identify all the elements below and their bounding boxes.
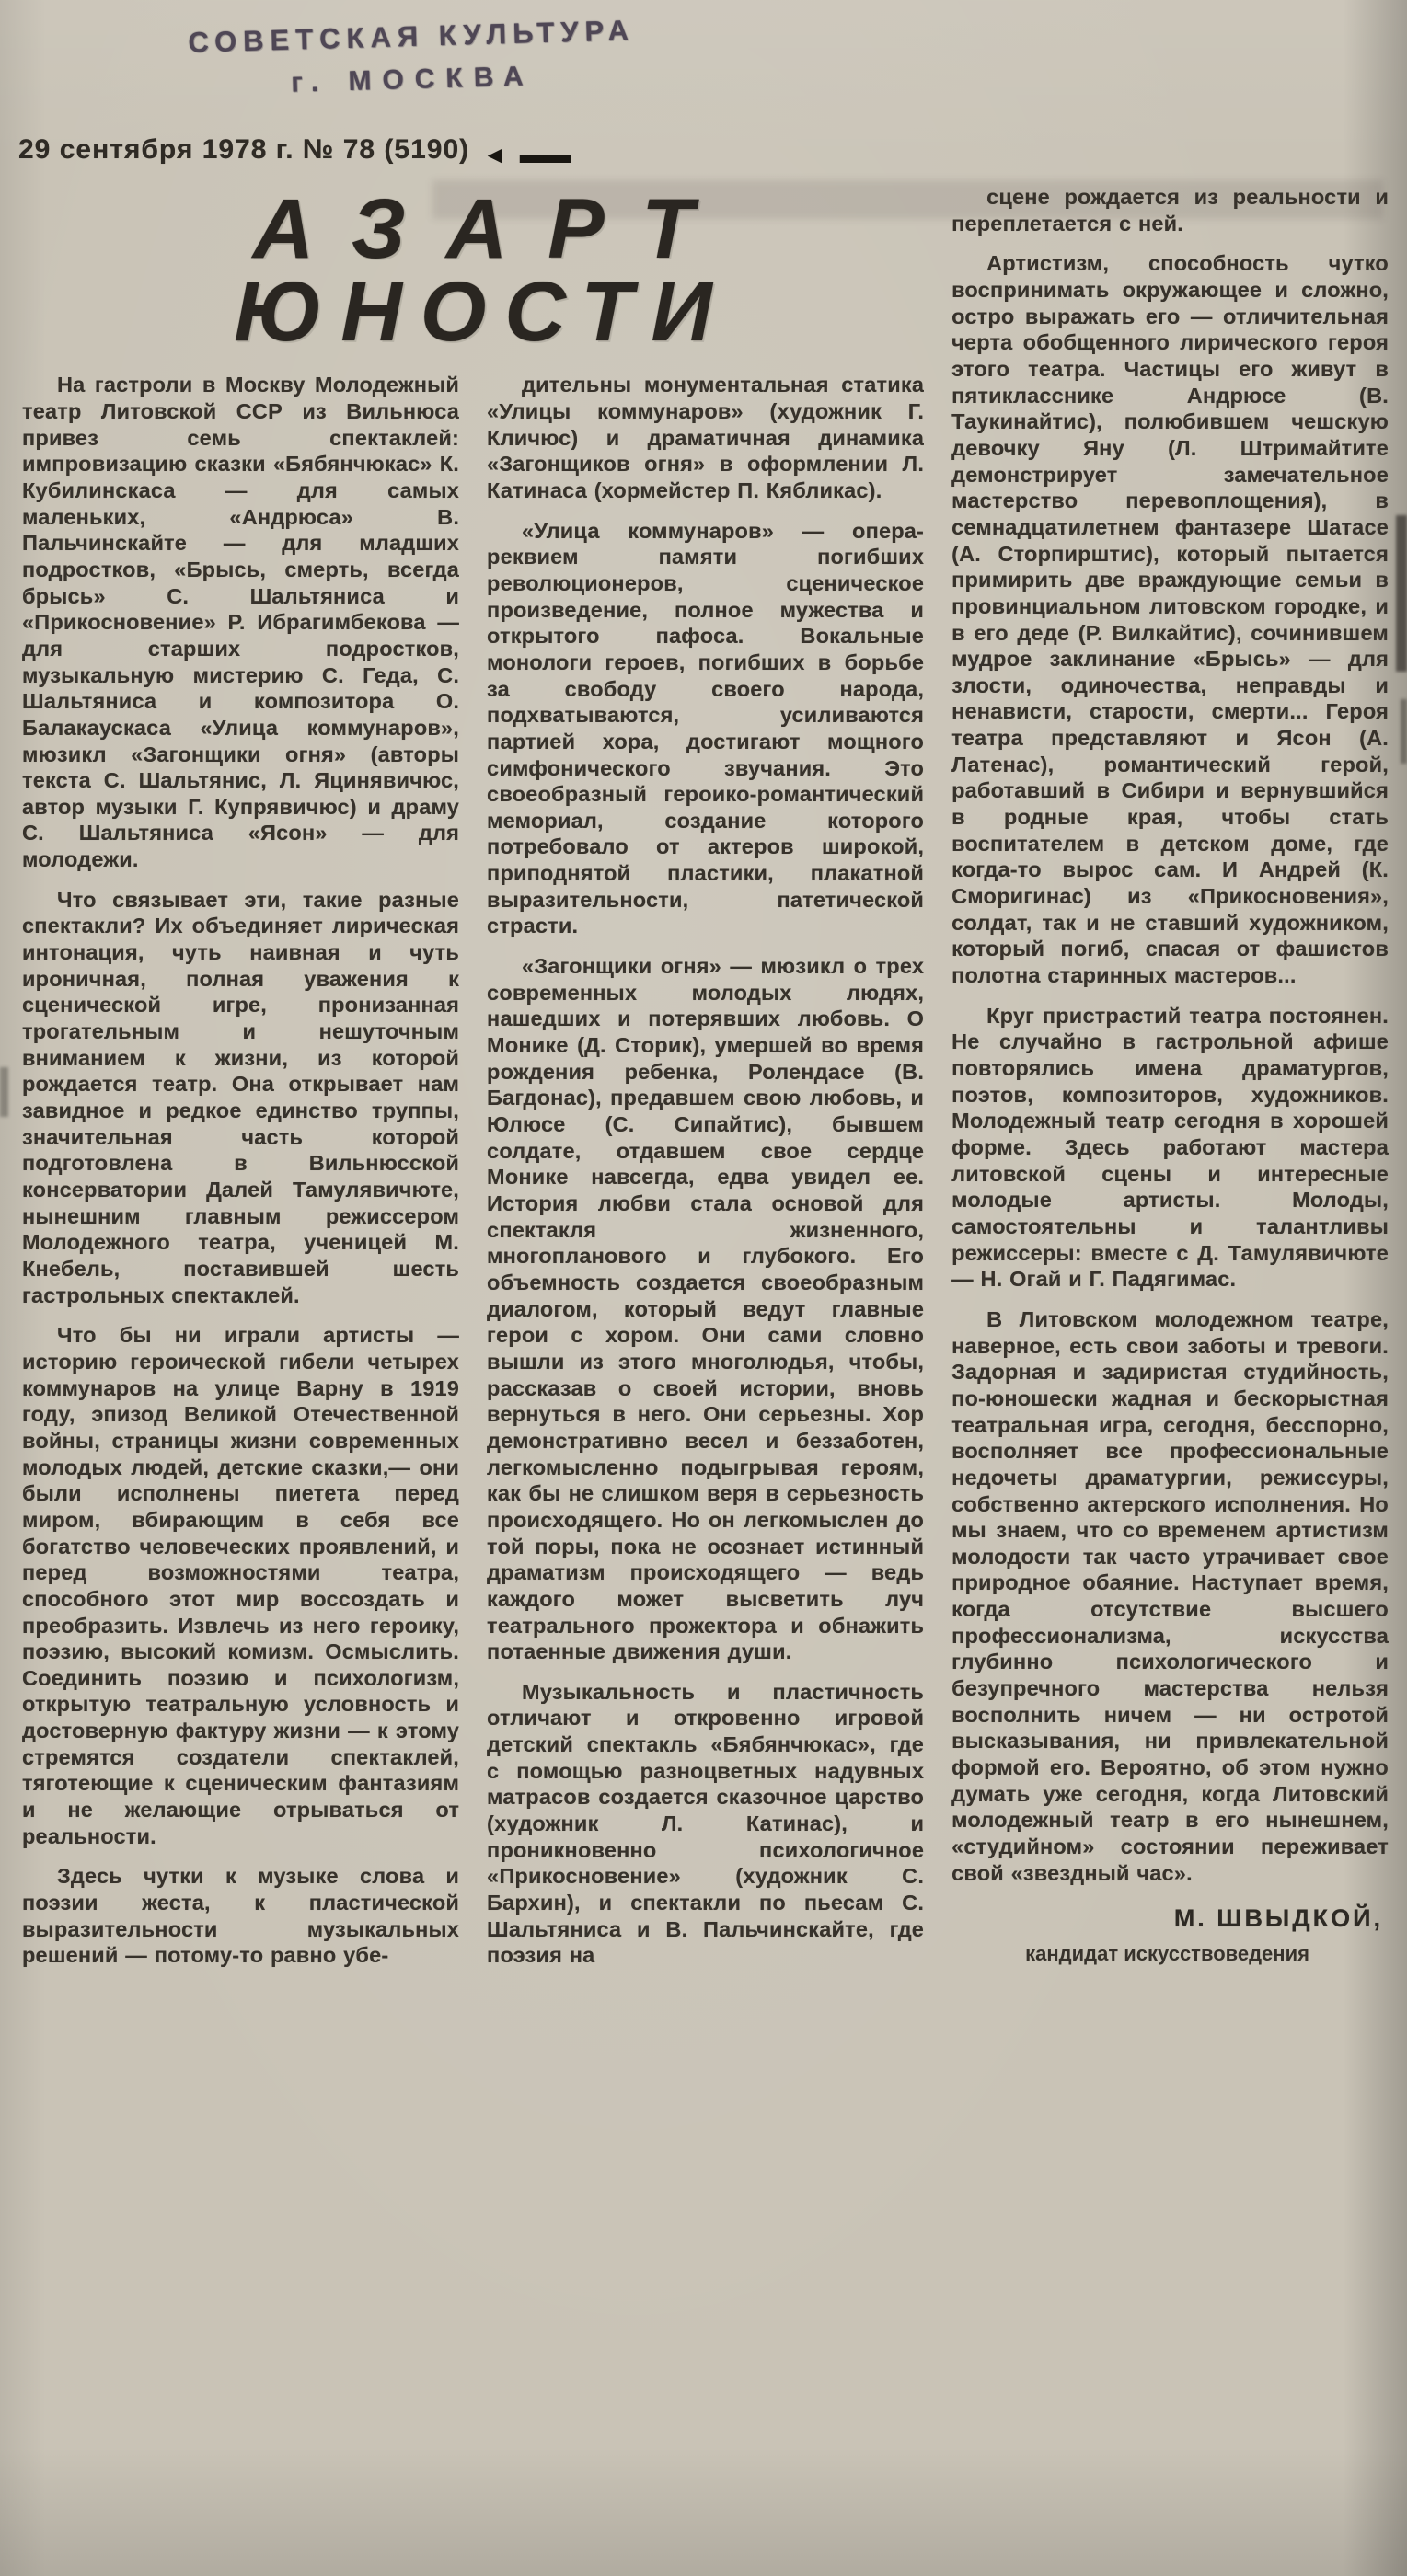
article-headline [22, 182, 924, 360]
article-column-3 [951, 182, 1389, 2572]
arrow-left-icon: ◄ [482, 140, 507, 168]
left-edge-ink-mark [0, 1067, 8, 1117]
article-left-section [22, 182, 924, 2572]
stamp-title: СОВЕТСКАЯ КУЛЬТУРА [187, 14, 636, 59]
author-title: кандидат искусствоведения [1025, 1942, 1309, 1966]
headline-line-1: АЗАРТ [252, 182, 734, 276]
dateline-row [18, 134, 568, 168]
paragraph: Что связывает эти, такие разные спектакли? Их объединяет лирическая интонация, чуть наивная и чуть ироничная, полная уважения к сценической игре, пронизанная трогательным и нешуточным вниманием к жизни, из которой рождается театр. Она открывает нам завидное и редкое единство труппы, значительная часть которой подготовлена в Вильнюсской консерватории Далей Тамулявичюте, нынешним главным режиссером Молодежного театра, ученицей М. Кнебель, поставившей шесть гастрольных спектаклей. [22, 887, 460, 1307]
article-signature [951, 1904, 1389, 1966]
columns-1-2 [22, 372, 924, 2572]
paragraph: На гастроли в Москву Молодежный театр Литовской ССР из Вильнюса привез семь спектаклей: импровизацию сказки «Бябянчюкас» К. Кубилинскаса — для самых маленьких, «Андрюса» В. Пальчинскайте — для младших подростков, «Брысь, смерть, всегда брысь» С. Шальтяниса и «Прикосновение» Р. Ибрагимбекова — для старших подростков, музыкальную мистерию С. Геда, С. Шальтяниса и композитора О. Балакаускаса «Улица коммунаров», мюзикл «Загонщики огня» (авторы текста С. Шальтянис, Л. Яцинявичюс, автор музыки Г. Купрявичюс) и драму С. Шальтяниса «Ясон» — для молодежи. [22, 373, 460, 872]
article-column-1 [22, 372, 459, 2572]
article-body [22, 182, 1389, 2572]
ink-bar-icon: ▬▬ [519, 138, 568, 169]
dateline: 29 сентября 1978 г. № 78 (5190) [18, 134, 470, 165]
author-name: М. ШВЫДКОЙ, [1173, 1904, 1383, 1933]
headline-line-2: ЮНОСТИ [234, 265, 731, 360]
paragraph: Артистизм, способность чутко воспринимать окружающее и сложно, остро выражать его — отличительная черта обобщенного лирического героя этого театра. Частицы его живут в пятикласснике Андрюсе (В. Таукинайтис), полюбившем чешскую девочку Яну (Л. Штримайтите демонстрирует замечательное мастерство перевоплощения), в семнадцатилетнем фантазере Шатасе (А. Сторпирштис), который пытается примирить две враждующие семьи в провинциальном литовском городке, и в его деде (Р. Вилкайтис), сочинившем мудрое заклинание «Брысь» — для злости, одиночества, неправды и ненависти, старости, смерти... Героя театра представляют и Ясон (А. Латенас), романтический герой, работавший в Сибири и вернувшийся в родные края, чтобы стать воспитателем в детском доме, где когда-то вырос сам. И Андрей (К. Сморигинас) из «Прикосновения», солдат, так и не ставший художником, который погиб, спасая от фашистов полотна старинных мастеров... [951, 251, 1389, 988]
paragraph: сцене рождается из реальности и переплетается с ней. [951, 185, 1389, 236]
paragraph: Здесь чутки к музыке слова и поэзии жеста, к пластической выразительности музыкальных решений — потому-то равно убе- [22, 1864, 460, 1968]
paragraph: дительны монументальная статика «Улицы коммунаров» (художник Г. Кличюс) и драматичная динамика «Загонщиков огня» в оформлении Л. Катинаса (хормейстер П. Кябликас). [487, 373, 925, 502]
paragraph: Круг пристрастий театра постоянен. Не случайно в гастрольной афише повторялись имена драматургов, поэтов, композиторов, художников. Молодежный театр сегодня в хорошей форме. Здесь работают мастера литовской сцены и интересные молодые артисты. Молоды, самостоятельны и талантливы режиссеры: вместе с Д. Тамулявичюте — Н. Огай и Г. Падягимас. [951, 1003, 1389, 1292]
paragraph: В Литовском молодежном театре, наверное, есть свои заботы и тревоги. Задорная и задиристая студийность, по-юношески жадная и бескорыстная театральная игра, сегодня, бесспорно, восполняет все профессиональные недочеты драматургии, режиссуры, собственно актерского исполнения. Но мы знаем, что со временем артистизм молодости так часто утрачивает свое природное обаяние. Наступает время, когда отсутствие высшего профессионализма, искусства глубинно психологического и безупречного мастерства нельзя восполнить ничем — ни остротой высказывания, ни привлекательной формой его. Вероятно, об этом нужно думать уже сегодня, когда Литовский молодежный театр в его нынешнем, «студийном» состоянии переживает свой «звездный час». [951, 1306, 1389, 1885]
newspaper-stamp [188, 14, 637, 102]
stamp-city: г. МОСКВА [290, 61, 536, 98]
paragraph: «Загонщики огня» — мюзикл о трех современных молодых людях, нашедших и потерявших любовь. О Монике (Д. Сторик), умершей во время рождения ребенка, Ролендасе (В. Багдонас), предавшем свою любовь, и Юлюсе (С. Сипайтис), бывшем солдате, отдавшем свое сердце Монике навсегда, едва увидел ее. История любви стала основой для спектакля жизненного, многопланового и глубокого. Его объемность создается своеобразным диалогом, который ведут главные герои с хором. Они сами словно вышли из этого многолюдья, чтобы, рассказав о своей истории, вновь вернуться в него. Они серьезны. Хор демонстративно весел и беззаботен, легкомысленно подыгрывая героям, как бы не слишком веря в серьезность происходящего. Но он легкомыслен до той поры, пока не осознает истинный драматизм происходящего — ведь каждого может высветить луч театрального прожектора и обнажить потаенные движения души. [487, 954, 925, 1664]
paragraph: «Улица коммунаров» — опера-реквием памяти погибших революционеров, сценическое произведение, полное мужества и открытого пафоса. Вокальные монологи героев, погибших в борьбе за свободу своего народа, подхватываются, усиливаются партией хора, достигают мощного симфонического звучания. Это своеобразный героико-романтический мемориал, создание которого потребовало от актеров широкой, приподнятой пластики, плакатной выразительности, патетической страсти. [487, 518, 925, 938]
article-column-2 [487, 372, 924, 2572]
paragraph: Что бы ни играли артисты — историю героической гибели четырех коммунаров на улице Варну в 1919 году, эпизод Великой Отечественной войны, страницы жизни современных молодых людей, детские сказки,— они были исполнены пиетета перед миром, вбирающим в себя все богатство человеческих проявлений, и перед возможностями театра, способного этот мир воссоздать и преобразить. Извлечь из него героику, поэзию, высокий комизм. Осмыслить. Соединить поэзию и психологизм, открытую театральную условность и достоверную фактуру жизни — к этому стремятся создатели спектаклей, тяготеющие к сценическим фантазиям и не желающие отрываться от реальности. [22, 1323, 460, 1848]
right-edge-ink-mark [1401, 699, 1407, 764]
paragraph: Музыкальность и пластичность отличают и откровенно игровой детский спектакль «Бябянчюкас», где с помощью разноцветных надувных матрасов создается сказочное царство (художник Л. Катинас), и проникновенно психологичное «Прикосновение» (художник С. Бархин), и спектакли по пьесам С. Шальтяниса и В. Пальчинскайте, где поэзия на [487, 1679, 925, 1968]
right-edge-ink-mark [1396, 515, 1407, 672]
